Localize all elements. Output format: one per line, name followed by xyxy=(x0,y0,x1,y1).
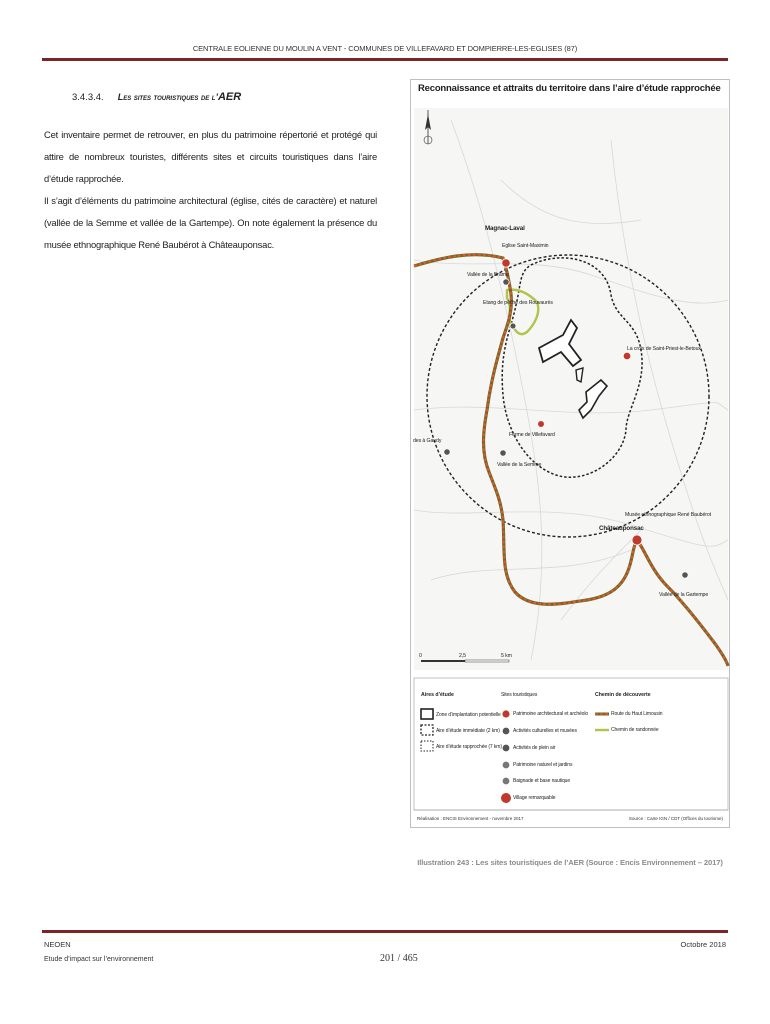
marker-brame xyxy=(503,279,509,285)
footer-rule xyxy=(42,930,728,933)
paragraph-2: Il s’agit d’éléments du patrimoine architectural (église, cités de caractère) et naturel (vallée de la Semme et vallée de la Gartempe). On note également la présence du musée ethnographique René Baubérot à Châteauponsac. xyxy=(44,195,377,250)
scale-zero: 0 xyxy=(419,653,422,659)
legend-area1: Zone d’implantation potentielle xyxy=(436,712,501,718)
map-source: Source : Carte IGN / CDT (Offices du tourisme) xyxy=(628,816,723,821)
map-credit: Réalisation : ENCIS Environnement - novembre 2017 xyxy=(417,816,524,821)
label-gaudy: des à Gaudy xyxy=(413,438,442,444)
marker-gartempe xyxy=(682,572,688,578)
legend-site3-symbol xyxy=(503,745,510,752)
legend-site1-symbol xyxy=(502,710,509,717)
legend-area2: Aire d’étude immédiate (2 km) xyxy=(436,728,500,734)
legend-site2: Activités culturelles et musées xyxy=(513,728,577,734)
marker-semme xyxy=(500,450,506,456)
legend-path2: Chemin de randonnée xyxy=(611,727,659,733)
legend-site3: Activités de plein air xyxy=(513,745,556,751)
scale-end: 5 km xyxy=(501,653,512,659)
marker-chateauponsac xyxy=(632,535,642,545)
header-rule xyxy=(42,58,728,61)
legend-site4: Patrimoine naturel et jardins xyxy=(513,762,573,768)
legend-sites-title: Sites touristiques xyxy=(501,692,538,698)
label-brame: Vallée de la Brame xyxy=(467,272,509,278)
section-title: Les sites touristiques de l’ xyxy=(117,92,218,102)
section-title-acronym: AER xyxy=(217,91,242,103)
label-musee: Musée ethnographique René Baubérot xyxy=(625,512,712,518)
label-etang: Etang de pêche des Rouvaurès xyxy=(483,300,553,306)
figure-caption: Illustration 243 : Les sites touristiques de l’AER (Source : Encis Environnement – 2017) xyxy=(417,858,723,867)
label-lacroix: La croix de Saint-Priest-le-Betoux xyxy=(627,346,701,352)
footer-doc: Etude d’impact sur l’environnement xyxy=(44,956,154,963)
page-number: 201 / 465 xyxy=(380,953,418,964)
body-text xyxy=(44,124,377,256)
section-heading xyxy=(72,91,241,103)
label-ferme: Ferme de Villefavard xyxy=(509,432,555,438)
legend-site4-symbol xyxy=(503,762,510,769)
legend-site6: Village remarquable xyxy=(513,795,556,801)
scale-bar xyxy=(421,660,509,662)
legend-areas-title: Aires d’étude xyxy=(421,692,454,698)
legend-site1: Patrimoine architectural et archéolo xyxy=(513,711,589,717)
map-title: Reconnaissance et attraits du territoire dans l’aire d’étude rapprochée xyxy=(418,83,721,94)
footer-org: NEOEN xyxy=(44,940,71,949)
basemap xyxy=(414,108,728,670)
scale-mid: 2,5 xyxy=(459,653,466,659)
marker-gaudy xyxy=(444,449,450,455)
legend-site5: Baignade et base nautique xyxy=(513,778,570,784)
label-gartempe: Vallée de la Gartempe xyxy=(659,592,709,598)
legend-site5-symbol xyxy=(503,778,510,785)
footer-date: Octobre 2018 xyxy=(680,940,726,949)
label-eglise: Eglise Saint-Maximin xyxy=(502,243,549,249)
map-figure xyxy=(410,79,730,828)
marker-lacroix xyxy=(623,352,631,360)
legend-site6-symbol xyxy=(501,793,511,803)
zip-polygon-2 xyxy=(576,368,583,382)
label-magnac: Magnac-Laval xyxy=(485,225,525,232)
label-semme: Vallée de la Semme xyxy=(497,462,542,468)
section-number: 3.4.3.4. xyxy=(72,92,104,103)
marker-ferme xyxy=(538,421,545,428)
legend-site2-symbol xyxy=(503,728,510,735)
legend-area3: Aire d’étude rapprochée (7 km) xyxy=(436,744,502,750)
legend-paths-title: Chemin de découverte xyxy=(595,692,651,698)
running-header: CENTRALE EOLIENNE DU MOULIN A VENT - COMMUNES DE VILLEFAVARD ET DOMPIERRE-LES-EGLISES (87) xyxy=(192,44,578,53)
marker-eglise xyxy=(502,259,510,267)
paragraph-1: Cet inventaire permet de retrouver, en plus du patrimoine répertorié et protégé qui attire de nombreux touristes, différents sites et circuits touristiques dans l’aire d’étude rapprochée. xyxy=(44,129,377,184)
label-chateauponsac: Châteauponsac xyxy=(599,525,644,532)
marker-etang xyxy=(510,323,516,329)
legend-path1: Route du Haut Limousin xyxy=(611,711,663,717)
